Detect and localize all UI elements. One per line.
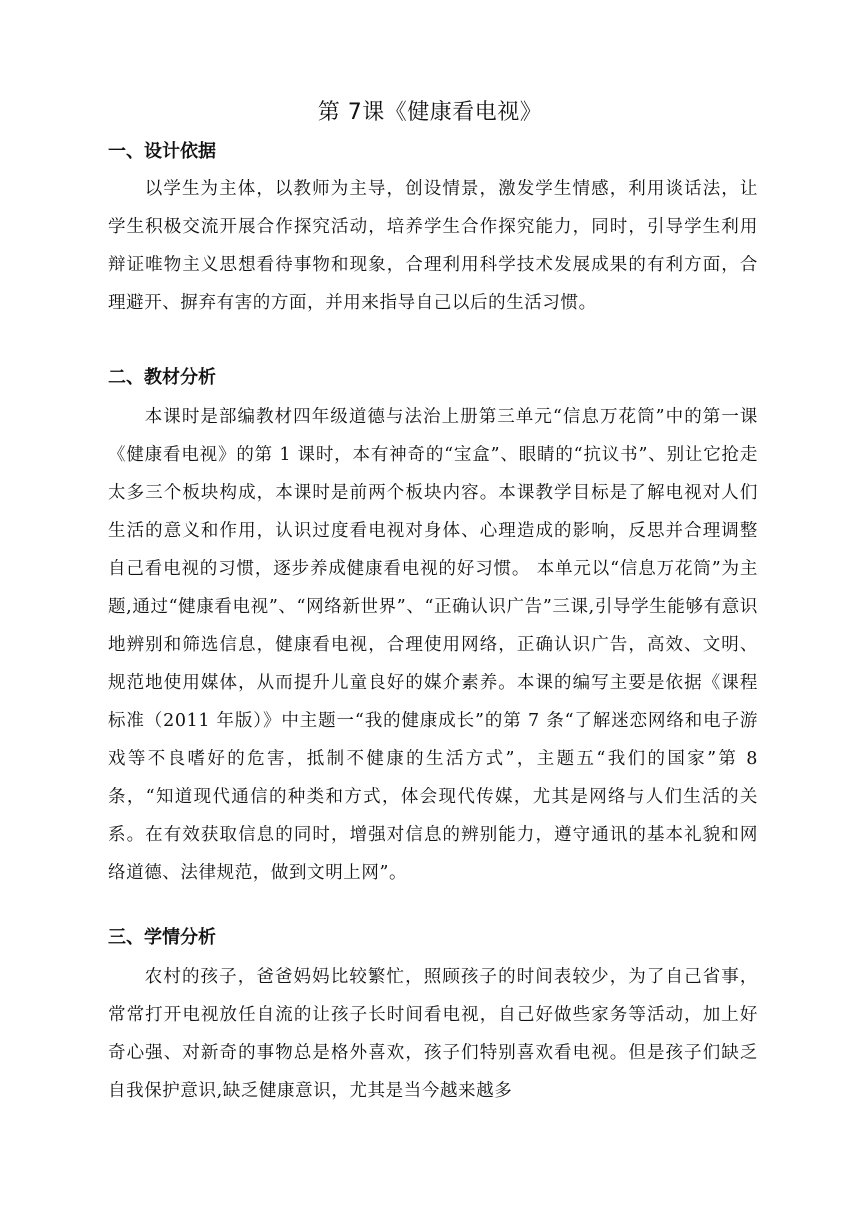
- section-heading-design-basis: 一、设计依据: [108, 141, 216, 162]
- document-title: 第 7课《健康看电视》: [317, 100, 543, 125]
- section-heading-textbook-analysis: 二、教材分析: [108, 367, 216, 388]
- section-paragraph-textbook-analysis: 本课时是部编教材四年级道德与法治上册第三单元“信息万花筒”中的第一课《健康看电视》的第 1 课时，本有神奇的“宝盒”、眼睛的“抗议书”、别让它抢走太多三个板块构成，本课时是前两个板块内容。本课教学目标是了解电视对人们生活的意义和作用，认识过度看电视对身体、心理造成的影响，反思并合理调整自己看电视的习惯，逐步养成健康看电视的好习惯。 本单元以“信息万花筒”为主题,通过“健康看电视”、“网络新世界”、“正确认识广告”三课,引导学生能够有意识地辨别和筛选信息，健康看电视，合理使用网络，正确认识广告，高效、文明、规范地使用媒体，从而提升儿童良好的媒介素养。本课的编写主要是依据《课程标准（2011 年版）》中主题一“我的健康成长”的第 7 条“了解迷恋网络和电子游戏等不良嗜好的危害，抵制不健康的生活方式”，主题五“我们的国家”第 8 条，“知道现代通信的种类和方式，体会现代传媒，尤其是网络与人们生活的关系。在有效获取信息的同时，增强对信息的辨别能力，遵守通讯的基本礼貌和网络道德、法律规范，做到文明上网”。: [108, 407, 758, 883]
- section-paragraph-student-analysis: 农村的孩子，爸爸妈妈比较繁忙，照顾孩子的时间表较少，为了自己省事，常常打开电视放任自流的让孩子长时间看电视，自己好做些家务等活动，加上好奇心强、对新奇的事物总是格外喜欢，孩子们特别喜欢看电视。但是孩子们缺乏自我保护意识,缺乏健康意识，尤其是当今越来越多: [108, 967, 758, 1101]
- section-paragraph-design-basis: 以学生为主体，以教师为主导，创设情景，激发学生情感，利用谈话法，让学生积极交流开展合作探究活动，培养学生合作探究能力，同时，引导学生利用辩证唯物主义思想看待事物和现象，合理利用科学技术发展成果的有利方面，合理避开、摒弃有害的方面，并用来指导自己以后的生活习惯。: [108, 179, 758, 313]
- section-heading-student-analysis: 三、学情分析: [108, 927, 216, 948]
